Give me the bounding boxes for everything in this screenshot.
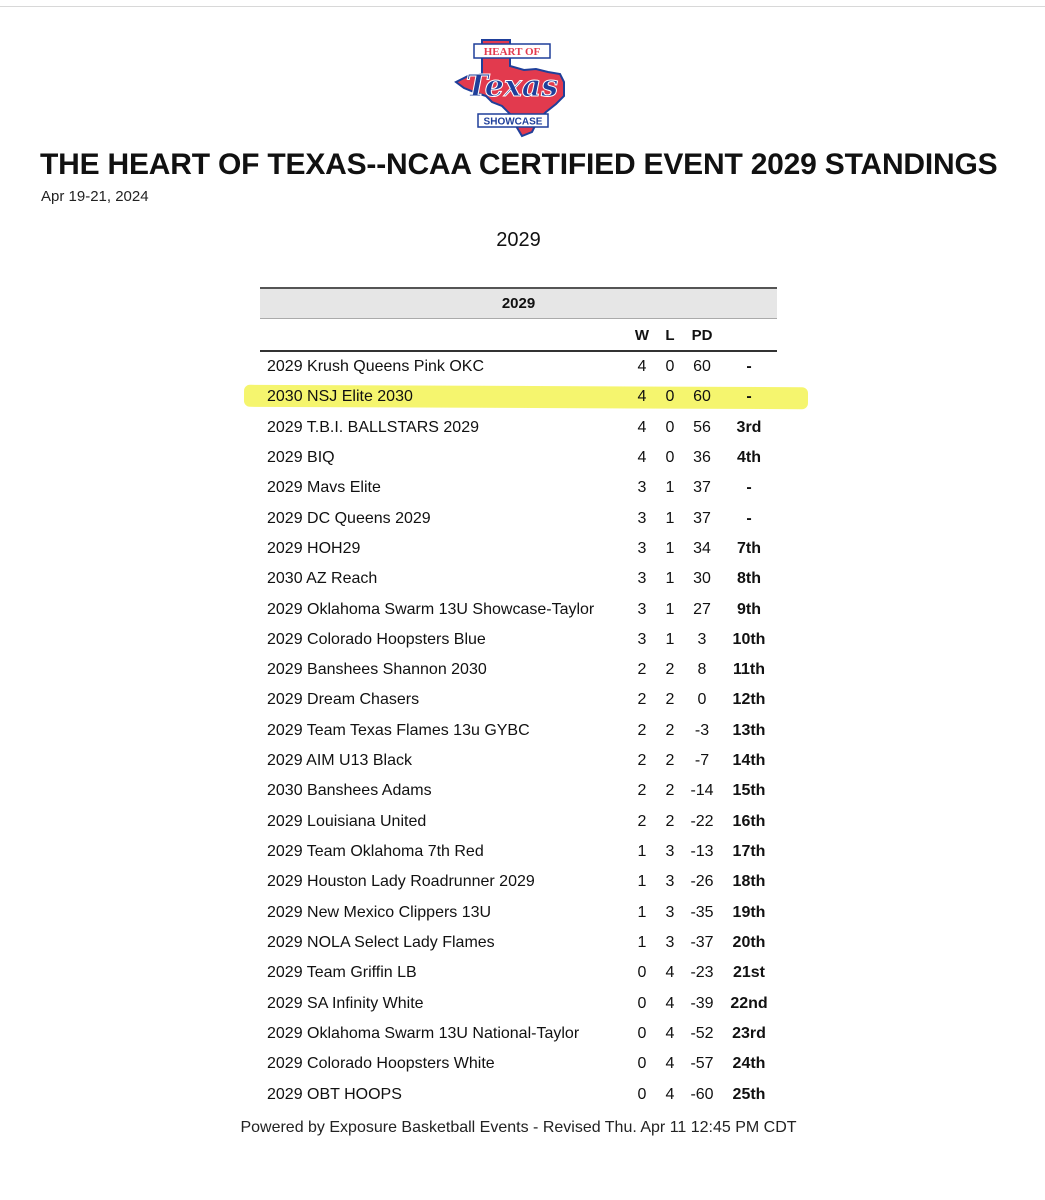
losses-cell: 3 [665,933,675,951]
table-row [260,352,777,382]
place-cell: 25th [732,1085,766,1103]
place-cell: 18th [732,873,766,891]
point-diff-cell: -7 [694,752,710,770]
losses-cell: 1 [665,570,675,588]
team-name: 2029 Oklahoma Swarm 13U Showcase-Taylor [267,600,595,618]
losses-cell: 1 [665,479,675,497]
losses-cell: 4 [665,994,675,1012]
wins-cell: 2 [637,661,647,679]
table-row [260,928,777,958]
table-row [260,382,777,412]
table-row [260,473,777,503]
table-row [260,958,777,988]
losses-cell: 4 [665,1085,675,1103]
point-diff-cell: 60 [693,388,711,406]
table-row [260,1049,777,1079]
team-name: 2029 OBT HOOPS [267,1085,402,1103]
wins-cell: 0 [637,1024,647,1042]
column-header-wins: W [634,327,650,344]
point-diff-cell: 36 [693,448,711,466]
table-row [260,837,777,867]
table-row [260,776,777,806]
table-row [260,655,777,685]
place-cell: 13th [732,721,766,739]
point-diff-cell: 34 [693,539,711,557]
point-diff-cell: 56 [693,418,711,436]
wins-cell: 0 [637,994,647,1012]
place-cell: 4th [737,448,761,466]
wins-cell: 3 [637,539,647,557]
table-row [260,716,777,746]
wins-cell: 3 [637,600,647,618]
losses-cell: 4 [665,1055,675,1073]
losses-cell: 3 [665,903,675,921]
losses-cell: 4 [665,964,675,982]
wins-cell: 4 [637,388,647,406]
team-name: 2029 Mavs Elite [267,479,381,497]
wins-cell: 2 [637,721,647,739]
table-row [260,1080,777,1110]
place-cell: - [746,479,752,497]
table-row [260,534,777,564]
place-cell: 21st [732,964,766,982]
place-cell: 19th [732,903,766,921]
table-row [260,898,777,928]
point-diff-cell: -39 [690,994,714,1012]
wins-cell: 0 [637,964,647,982]
place-cell: 20th [732,933,766,951]
table-row [260,625,777,655]
point-diff-cell: 8 [697,661,707,679]
place-cell: 3rd [736,418,762,436]
team-name: 2029 Team Texas Flames 13u GYBC [267,721,530,739]
point-diff-cell: 0 [697,691,707,709]
heart-of-texas-logo [452,36,572,140]
team-name: 2029 AIM U13 Black [267,752,412,770]
table-row [260,443,777,473]
column-header-point-diff: PD [691,327,713,344]
point-diff-cell: -13 [690,843,714,860]
wins-cell: 1 [637,873,647,891]
place-cell: 24th [732,1055,766,1073]
team-name: 2029 HOH29 [267,539,361,557]
place-cell: 11th [732,661,765,679]
point-diff-cell: 60 [693,358,711,375]
wins-cell: 3 [637,630,647,648]
team-name: 2029 Team Griffin LB [267,964,417,982]
point-diff-cell: -22 [690,812,714,830]
losses-cell: 2 [665,661,675,679]
table-row [260,564,777,594]
point-diff-cell: 37 [693,509,711,527]
losses-cell: 3 [665,843,675,860]
top-divider [0,6,1045,7]
losses-cell: 1 [665,600,675,618]
division-heading: 2029 [496,229,541,251]
team-name: 2029 New Mexico Clippers 13U [267,903,492,921]
wins-cell: 3 [637,570,647,588]
wins-cell: 0 [637,1055,647,1073]
losses-cell: 0 [665,418,675,436]
point-diff-cell: -14 [690,782,714,800]
point-diff-cell: -26 [690,873,714,891]
place-cell: 15th [732,782,766,800]
wins-cell: 2 [637,812,647,830]
wins-cell: 4 [637,418,647,436]
losses-cell: 1 [665,630,675,648]
point-diff-cell: -57 [690,1055,714,1073]
point-diff-cell: -3 [694,721,710,739]
place-cell: - [746,509,752,527]
point-diff-cell: -60 [690,1085,714,1103]
point-diff-cell: 3 [697,630,707,648]
losses-cell: 2 [665,691,675,709]
team-name: 2029 SA Infinity White [267,994,424,1012]
svg-text:SHOWCASE: SHOWCASE [483,116,543,128]
column-header-losses: L [665,327,675,344]
team-name: 2029 Louisiana United [267,812,427,830]
losses-cell: 2 [665,721,675,739]
team-name: 2029 Colorado Hoopsters White [267,1055,495,1073]
team-name: 2029 Dream Chasers [267,691,420,709]
losses-cell: 2 [665,752,675,770]
team-name: 2029 Banshees Shannon 2030 [267,661,487,679]
losses-cell: 1 [665,509,675,527]
team-name: 2030 AZ Reach [267,570,378,588]
event-date: Apr 19-21, 2024 [41,188,149,205]
svg-text:Texas: Texas [465,69,559,104]
losses-cell: 0 [665,448,675,466]
place-cell: 17th [732,843,766,860]
wins-cell: 4 [637,358,647,375]
point-diff-cell: -52 [690,1024,714,1042]
table-row [260,867,777,897]
team-name: 2029 NOLA Select Lady Flames [267,933,495,951]
place-cell: 9th [737,600,761,618]
team-name: 2030 Banshees Adams [267,782,432,800]
table-row [260,989,777,1019]
wins-cell: 1 [637,843,647,860]
team-name: 2029 Oklahoma Swarm 13U National-Taylor [267,1024,580,1042]
losses-cell: 1 [665,539,675,557]
table-row [260,595,777,625]
wins-cell: 2 [637,752,647,770]
team-name: 2029 BIQ [267,448,335,466]
team-name: 2029 Team Oklahoma 7th Red [267,843,484,860]
wins-cell: 3 [637,479,647,497]
losses-cell: 0 [665,358,675,375]
losses-cell: 4 [665,1024,675,1042]
column-header-row [260,319,777,352]
losses-cell: 2 [665,782,675,800]
place-cell: 10th [732,630,766,648]
losses-cell: 3 [665,873,675,891]
wins-cell: 1 [637,933,647,951]
wins-cell: 2 [637,782,647,800]
page-title: THE HEART OF TEXAS--NCAA CERTIFIED EVENT 2029 STANDINGS [40,148,998,181]
wins-cell: 2 [637,691,647,709]
footer-credit: Powered by Exposure Basketball Events - Revised Thu. Apr 11 12:45 PM CDT [240,1119,797,1136]
standings-table [260,287,777,1110]
place-cell: 14th [732,752,766,770]
place-cell: 23rd [732,1024,766,1042]
point-diff-cell: 37 [693,479,711,497]
team-name: 2029 T.B.I. BALLSTARS 2029 [267,418,479,436]
wins-cell: 3 [637,509,647,527]
standings-rows [260,352,777,1110]
wins-cell: 0 [637,1085,647,1103]
wins-cell: 1 [637,903,647,921]
table-row [260,1019,777,1049]
place-cell: - [746,388,752,406]
place-cell: 12th [732,691,766,709]
team-name: 2029 Colorado Hoopsters Blue [267,630,486,648]
team-name: 2029 Houston Lady Roadrunner 2029 [267,873,535,891]
point-diff-cell: 30 [693,570,711,588]
table-row [260,504,777,534]
point-diff-cell: 27 [693,600,711,618]
team-name: 2029 Krush Queens Pink OKC [267,358,485,375]
losses-cell: 0 [665,388,675,406]
table-row [260,807,777,837]
place-cell: - [746,358,752,375]
place-cell: 7th [737,539,761,557]
place-cell: 22nd [730,994,768,1012]
table-row [260,746,777,776]
team-name: 2029 DC Queens 2029 [267,509,431,527]
group-header: 2029 [260,287,777,319]
team-name: 2030 NSJ Elite 2030 [267,388,413,406]
place-cell: 8th [737,570,761,588]
table-row [260,413,777,443]
point-diff-cell: -37 [690,933,714,951]
svg-text:HEART OF: HEART OF [483,46,541,58]
table-row [260,685,777,715]
wins-cell: 4 [637,448,647,466]
point-diff-cell: -35 [690,903,714,921]
place-cell: 16th [732,812,766,830]
point-diff-cell: -23 [690,964,714,982]
losses-cell: 2 [665,812,675,830]
